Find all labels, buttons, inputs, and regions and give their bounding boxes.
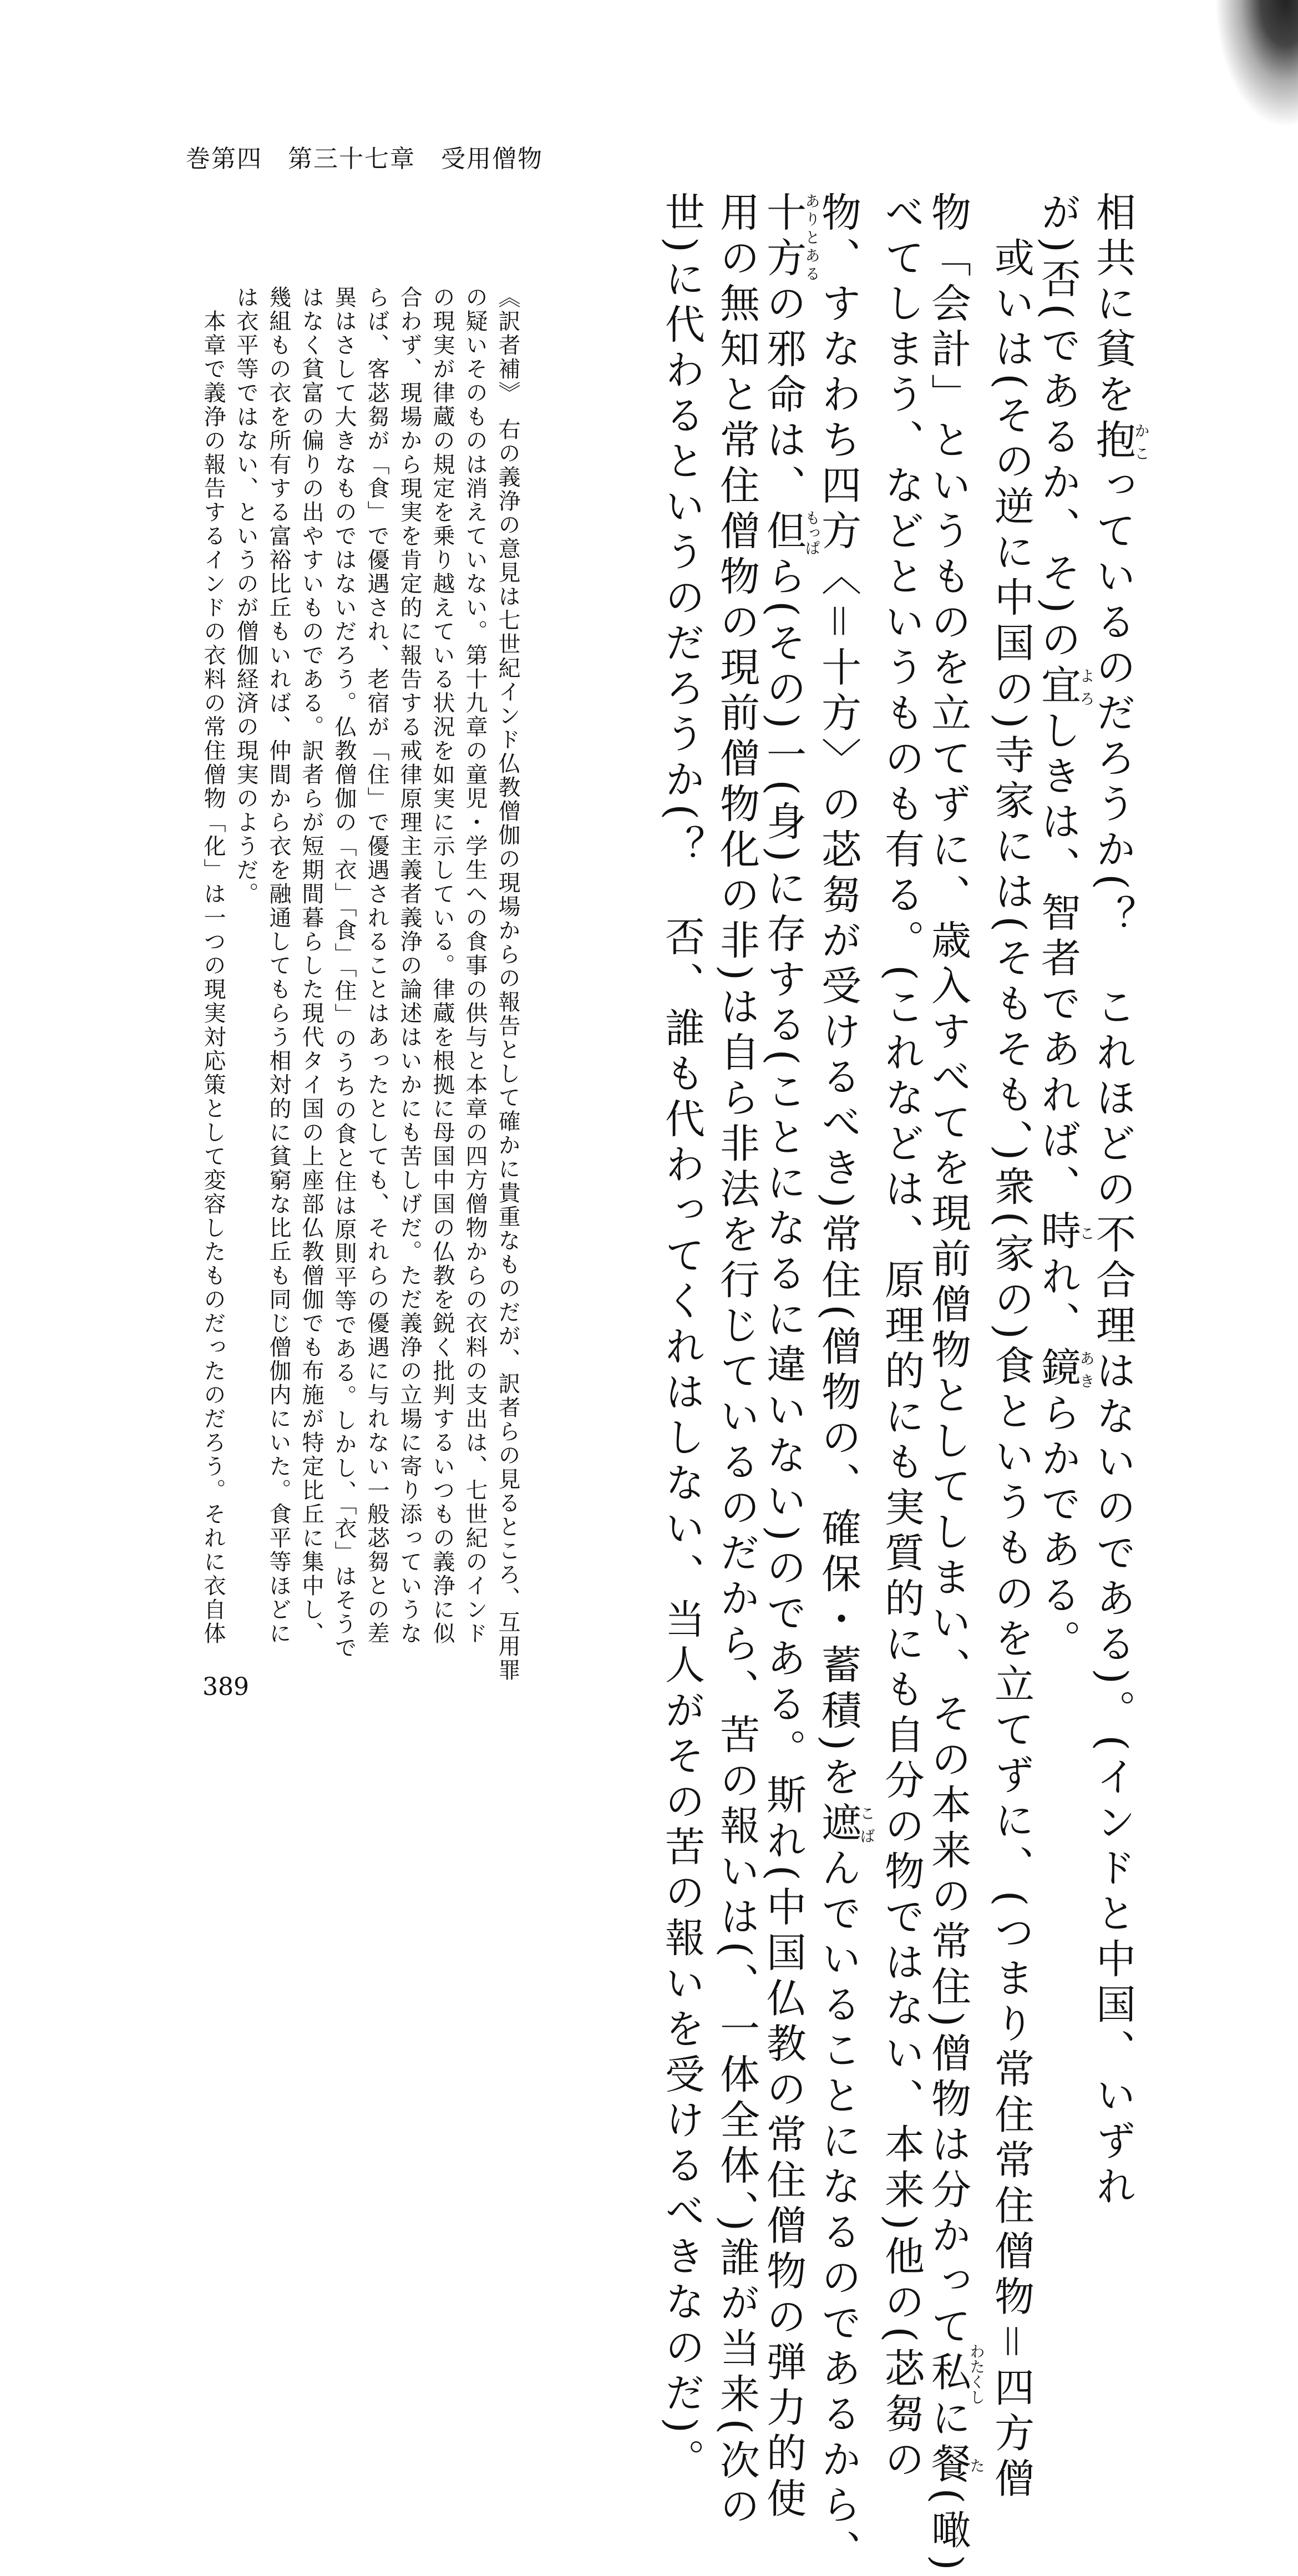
text-segment: の邪命は、 <box>760 282 807 510</box>
ruby-reading: こ <box>1077 1210 1094 1256</box>
text-segment: 用の無知と常住僧物の現前僧物化の非)は自ら非法を行じているのだから、苦の報いは(、一体全体、)誰が当来(次の <box>713 191 760 2531</box>
ruby-reading: た <box>967 2442 985 2488</box>
furigana-word <box>1035 1210 1094 1256</box>
text-segment: しきは、智者であれば、 <box>1035 710 1081 1211</box>
text-segment: 合わず、現場から現実を肯定的に報告する戒律原理主義者義浄の論述はいかにも苦しげだ。ただ義浄の立場に寄り添っていうな <box>397 286 422 1646</box>
text-line <box>458 286 491 1646</box>
ruby-base: 十方 <box>760 191 807 282</box>
text-segment: 相共に貧を <box>1089 191 1136 419</box>
text-line <box>874 191 929 2484</box>
ruby-reading: かこ <box>1132 419 1149 464</box>
ruby-base: 抱 <box>1089 419 1136 464</box>
text-line <box>295 286 327 1646</box>
translator-note <box>196 286 524 1682</box>
text-segment: はなく貧富の偏りの出やすいものである。訳者らが短期間暮らした現代タイ国の上座部仏教僧伽でも布施が特定比丘に集中し、 <box>298 286 324 1646</box>
running-head: 巻第四 第三十七章 受用僧物 <box>186 145 543 173</box>
text-line <box>360 286 393 1646</box>
text-line <box>1089 191 1149 2211</box>
furigana-word <box>760 509 820 556</box>
scan-artifact <box>1215 0 1298 128</box>
ruby-reading: よろ <box>1077 664 1094 710</box>
ruby-base: 餐 <box>925 2442 971 2488</box>
furigana-word <box>1035 664 1094 710</box>
ruby-reading: わたくし <box>967 2344 985 2405</box>
text-segment: れ、 <box>1035 1256 1081 1347</box>
text-line <box>491 286 524 1682</box>
text-segment: が)否(であるか、そ)の <box>1035 191 1081 665</box>
main-text <box>654 191 1149 2576</box>
text-segment: っているのだろうか(？ これほどの不合理はないのである)。(インドと中国、いずれ <box>1089 464 1136 2211</box>
ruby-reading: もっぱ <box>802 509 820 556</box>
text-line <box>654 191 709 2484</box>
text-segment: らかである。 <box>1035 1392 1081 1666</box>
text-segment: の疑いそのものは消えていない。第十九章の童児・学生への食事の供与と本章の四方僧物からの衣料の支出は、七世紀のインド <box>462 286 488 1646</box>
text-segment: ら(その)一(身)に存する(ことになるに違いない)のである。斯れ(中国仏教の常住僧物の弾力的使 <box>760 555 807 2523</box>
page-number: 389 <box>202 1673 249 1701</box>
text-segment: 本章で義浄の報告するインドの衣料の常住僧物「化」は一つの現実対応策として変容したものだったのだろう。それに衣自体 <box>200 310 226 1646</box>
ruby-reading: こば <box>857 1801 875 1848</box>
text-line <box>196 286 229 1646</box>
text-segment: 物「会計」というものを立てずに、歳入すべてを現前僧物としてしまい、その本来の常住)僧物は分かって <box>925 191 971 2351</box>
text-segment: の現実が律蔵の規定を乗り越えている状況を如実に示している。律蔵を根拠に母国中国の仏教を鋭く批判するいつもの義浄に似 <box>429 286 455 1646</box>
text-segment: らば、客苾芻が「食」で優遇され、老宿が「住」で優遇されることはあったとしても、それらの優遇に与れない一般苾芻との差 <box>364 286 389 1646</box>
ruby-base: 鏡 <box>1035 1347 1081 1393</box>
text-segment: 幾組もの衣を所有する富裕比丘もいれば、仲間から衣を融通してもらう相対的に貧窮な比丘も同じ僧伽内にいた。食平等ほどに <box>266 286 291 1646</box>
text-segment: に <box>925 2397 971 2443</box>
text-segment: 或いは(その逆に中国の)寺家には(そもそも、)衆(家の)食というものを立てずに、(つまり常住常住僧物＝四方僧 <box>988 237 1035 2503</box>
ruby-base: 時 <box>1035 1210 1081 1256</box>
furigana-word <box>1035 1347 1094 1393</box>
furigana-word <box>925 2344 985 2405</box>
furigana-word <box>1089 419 1149 464</box>
ruby-reading: ありとある <box>802 191 820 282</box>
text-line <box>815 191 875 2575</box>
text-line <box>262 286 295 1646</box>
ruby-base: 遮 <box>815 1801 861 1848</box>
text-line <box>393 286 425 1646</box>
furigana-word <box>760 191 820 282</box>
text-line <box>925 191 985 2576</box>
text-line <box>425 286 458 1646</box>
text-segment: 異はさして大きなものではないだろう。仏教僧伽の「衣」「食」「住」のうちの食と住は原則平等である。しかし、「衣」はそうで <box>331 286 357 1660</box>
text-segment: (噉) <box>925 2488 971 2576</box>
text-line <box>327 286 360 1660</box>
ruby-base: 宜 <box>1035 664 1081 710</box>
text-line <box>229 286 262 1639</box>
text-segment: べてしまう、などというものも有る。(これなどは、原理的にも実質的にも自分の物ではない、本来)他の(苾芻の <box>878 191 925 2484</box>
ruby-reading: あき <box>1077 1347 1094 1393</box>
text-line <box>983 191 1038 2503</box>
text-segment: は衣平等ではない、というのが僧伽経済の現実のようだ。 <box>233 286 258 906</box>
furigana-word <box>815 1801 875 1848</box>
text-segment: 物、すなわち四方〈＝十方〉の苾芻が受けるべき)常住(僧物の、確保・蓄積)を <box>815 191 861 1802</box>
text-segment: 世)に代わるというのだろうか(？ 否、誰も代わってくれはしない、当人がその苦の報いを受けるべきなのだ)。 <box>658 191 705 2484</box>
text-line <box>709 191 764 2531</box>
text-segment: んでいることになるのであるから、 <box>815 1847 861 2575</box>
ruby-base: 但 <box>760 509 807 556</box>
furigana-word <box>925 2442 985 2488</box>
text-segment: 《訳者補》 右の義浄の意見は七世紀インド仏教僧伽の現場からの報告として確かに貴重なものだが、訳者らの見るところ、互用罪 <box>495 286 520 1682</box>
ruby-base: 私 <box>925 2344 971 2405</box>
